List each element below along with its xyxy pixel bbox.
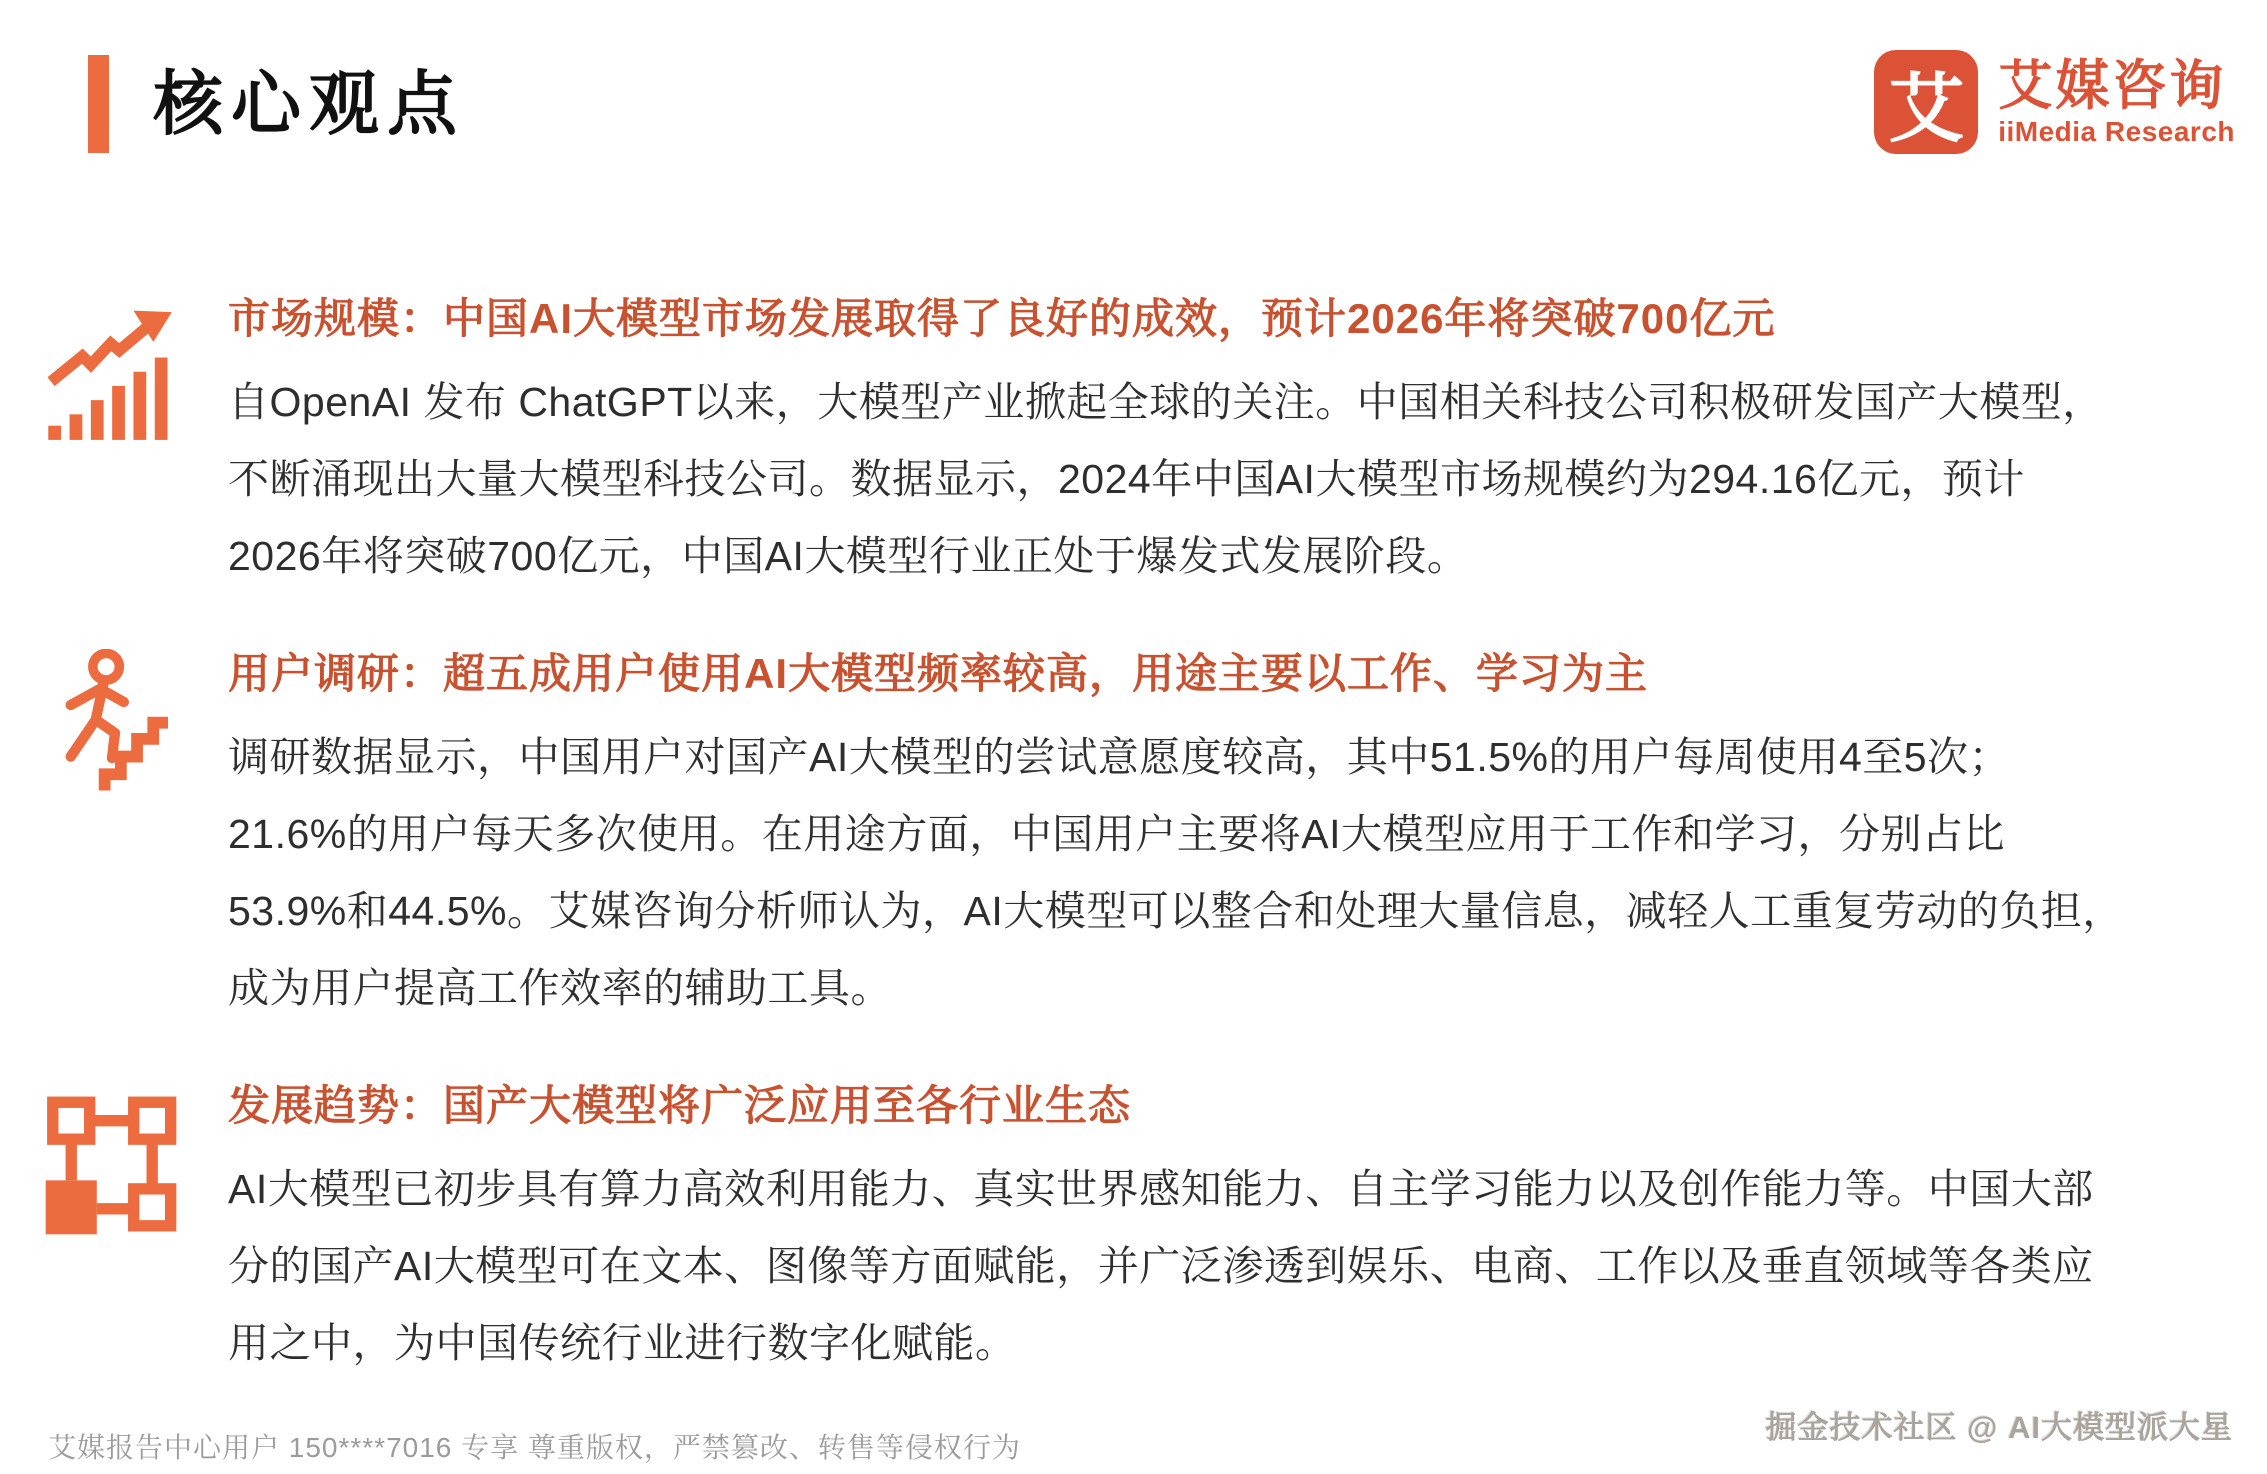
section-content xyxy=(228,645,2190,1027)
body-line: 成为用户提高工作效率的辅助工具。 xyxy=(228,965,892,1011)
section-heading: 用户调研：超五成用户使用AI大模型频率较高，用途主要以工作、学习为主 xyxy=(228,650,1649,697)
body-line: 2026年将突破700亿元，中国AI大模型行业正处于爆发式发展阶段。 xyxy=(228,533,1469,579)
page-title: 核心观点 xyxy=(153,65,465,143)
growth-chart-icon xyxy=(40,290,190,595)
copyright-notice: 艾媒报告中心用户 150****7016 专享 尊重版权，严禁篡改、转售等侵权行为 xyxy=(48,1432,1021,1463)
section-heading: 发展趋势：国产大模型将广泛应用至各行业生态 xyxy=(228,1082,1132,1129)
section-content xyxy=(228,1077,2190,1382)
page-header xyxy=(88,55,465,153)
section-user-research xyxy=(40,645,2190,1027)
iimedia-logo-icon xyxy=(1874,50,1978,154)
body-line: 分的国产AI大模型可在文本、图像等方面赋能，并广泛渗透到娱乐、电商、工作以及垂直领域等各类应 xyxy=(228,1243,2094,1289)
section-development-trend xyxy=(40,1077,2190,1382)
body-line: 53.9%和44.5%。艾媒咨询分析师认为，AI大模型可以整合和处理大量信息，减轻人工重复劳动的负担， xyxy=(228,888,2124,934)
title-accent-bar xyxy=(88,55,109,153)
body-line: 用之中，为中国传统行业进行数字化赋能。 xyxy=(228,1320,1017,1366)
logo-name-cn: 艾媒咨询 xyxy=(1998,56,2227,116)
body-line: 不断涌现出大量大模型科技公司。数据显示，2024年中国AI大模型市场规模约为294.16亿元，预计 xyxy=(228,456,2025,502)
logo-text xyxy=(1998,56,2235,148)
body-line: 自OpenAI 发布 ChatGPT以来，大模型产业掀起全球的关注。中国相关科技公司积极研发国产大模型， xyxy=(228,379,2104,425)
section-heading: 市场规模：中国AI大模型市场发展取得了良好的成效，预计2026年将突破700亿元 xyxy=(228,295,1776,342)
brand-logo xyxy=(1874,50,2235,154)
body-line: 21.6%的用户每天多次使用。在用途方面，中国用户主要将AI大模型应用于工作和学习，分别占比 xyxy=(228,811,2005,857)
network-nodes-icon xyxy=(40,1077,190,1382)
logo-symbol: 艾 xyxy=(1888,66,1965,152)
logo-name-en: iiMedia Research xyxy=(1998,116,2235,147)
section-market-size xyxy=(40,290,2190,595)
community-watermark: 掘金技术社区 @ AI大模型派大星 xyxy=(1765,1410,2233,1445)
body-line: 调研数据显示，中国用户对国产AI大模型的尝试意愿度较高，其中51.5%的用户每周使用4至5次； xyxy=(228,734,2011,780)
body-line: AI大模型已初步具有算力高效利用能力、真实世界感知能力、自主学习能力以及创作能力等。中国大部 xyxy=(228,1166,2094,1212)
key-viewpoints xyxy=(40,290,2190,1432)
section-content xyxy=(228,290,2190,595)
person-climbing-stairs-icon xyxy=(40,645,190,1027)
